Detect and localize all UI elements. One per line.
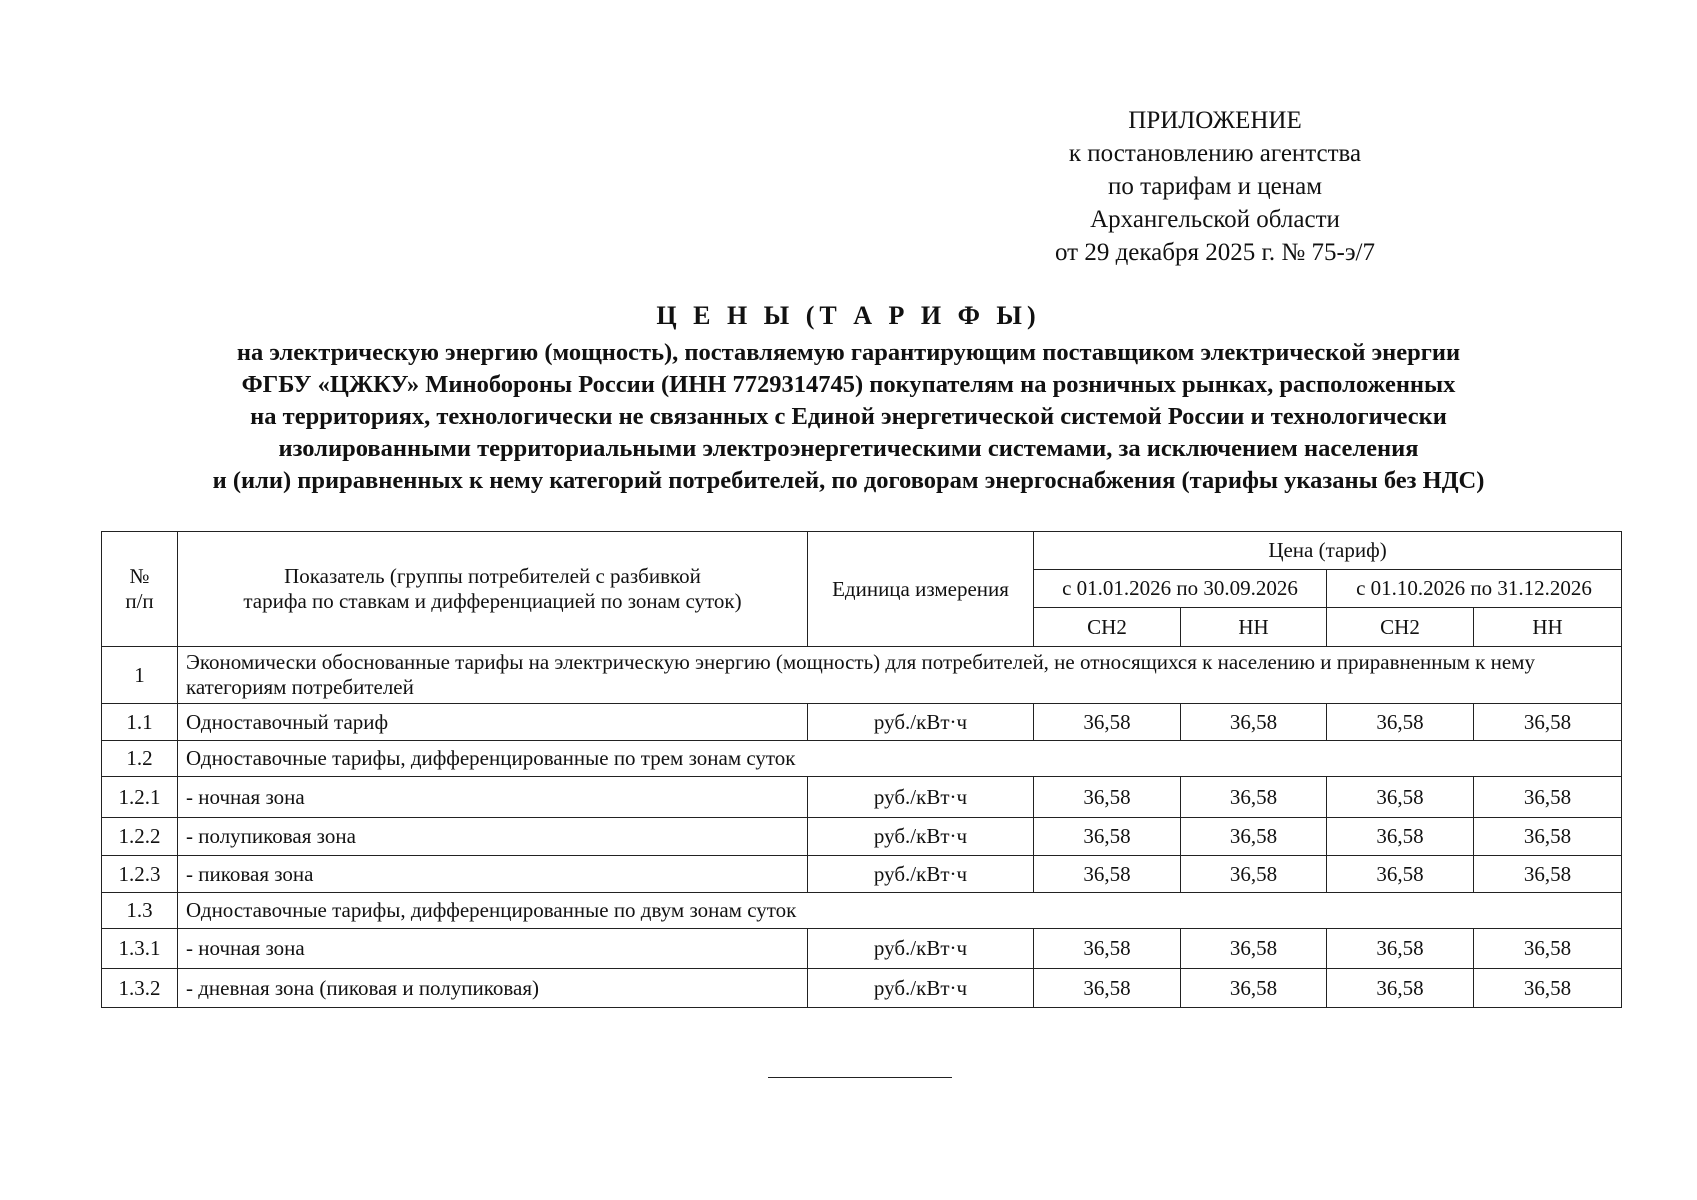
table-row xyxy=(102,704,1622,741)
row-value: 36,58 xyxy=(1327,929,1474,969)
row-num: 1.2 xyxy=(102,741,178,777)
table-row xyxy=(102,856,1622,893)
header-period-2: с 01.10.2026 по 31.12.2026 xyxy=(1327,570,1622,608)
row-value: 36,58 xyxy=(1034,704,1181,741)
header-price-cell: Цена (тариф) xyxy=(1034,532,1622,570)
row-num: 1.1 xyxy=(102,704,178,741)
row-num: 1.2.2 xyxy=(102,818,178,856)
row-value: 36,58 xyxy=(1474,856,1622,893)
header-num-line: № xyxy=(129,564,150,588)
row-value: 36,58 xyxy=(1181,856,1327,893)
header-level-cell: НН xyxy=(1181,608,1327,647)
end-of-document-rule xyxy=(768,1077,952,1078)
header-level-cell: СН2 xyxy=(1034,608,1181,647)
row-value: 36,58 xyxy=(1327,856,1474,893)
appendix-line: к постановлению агентства xyxy=(1068,140,1362,167)
row-value: 36,58 xyxy=(1181,818,1327,856)
row-name: Одноставочный тариф xyxy=(178,704,808,741)
row-unit: руб./кВт·ч xyxy=(808,818,1034,856)
row-value: 36,58 xyxy=(1474,818,1622,856)
row-value: 36,58 xyxy=(1181,929,1327,969)
table-row xyxy=(102,969,1622,1008)
table-row xyxy=(102,818,1622,856)
row-value: 36,58 xyxy=(1181,969,1327,1008)
row-name: - дневная зона (пиковая и полупиковая) xyxy=(178,969,808,1008)
row-value: 36,58 xyxy=(1474,704,1622,741)
header-indicator-line: тарифа по ставкам и дифференциацией по зонам суток) xyxy=(243,589,742,613)
row-value: 36,58 xyxy=(1327,704,1474,741)
row-num: 1.3.2 xyxy=(102,969,178,1008)
row-name: - ночная зона xyxy=(178,777,808,818)
document-title: Ц Е Н Ы (Т А Р И Ф Ы) xyxy=(656,301,1041,330)
row-value: 36,58 xyxy=(1474,777,1622,818)
subtitle-line: на электрическую энергию (мощность), поставляемую гарантирующим поставщиком электрической энергии xyxy=(236,339,1461,366)
subtitle-line: на территориях, технологически не связанных с Единой энергетической системой России и технологически xyxy=(250,403,1447,430)
row-name: - ночная зона xyxy=(178,929,808,969)
row-unit: руб./кВт·ч xyxy=(808,969,1034,1008)
document-subtitle xyxy=(100,337,1597,497)
header-indicator-cell xyxy=(178,532,808,647)
row-num: 1.3.1 xyxy=(102,929,178,969)
row-unit: руб./кВт·ч xyxy=(808,929,1034,969)
appendix-line: от 29 декабря 2025 г. № 75-э/7 xyxy=(1054,239,1376,266)
row-value: 36,58 xyxy=(1327,777,1474,818)
appendix-line: Архангельской области xyxy=(1090,206,1340,233)
header-level-cell: НН xyxy=(1474,608,1622,647)
tariff-table xyxy=(101,531,1622,1008)
subtitle-line: изолированными территориальными электроэнергетическими системами, за исключением населения xyxy=(278,435,1419,462)
row-value: 36,58 xyxy=(1474,969,1622,1008)
appendix-line: по тарифам и ценам xyxy=(1107,173,1323,200)
table-row xyxy=(102,647,1622,704)
header-num-cell xyxy=(102,532,178,647)
row-section-name: Одноставочные тарифы, дифференцированные по двум зонам суток xyxy=(178,893,1622,929)
subtitle-line: ФГБУ «ЦЖКУ» Минобороны России (ИНН 7729314745) покупателям на розничных рынках, расположенных xyxy=(241,371,1456,398)
header-row-1 xyxy=(102,532,1622,570)
row-unit: руб./кВт·ч xyxy=(808,856,1034,893)
row-value: 36,58 xyxy=(1034,969,1181,1008)
row-value: 36,58 xyxy=(1034,818,1181,856)
row-num: 1.3 xyxy=(102,893,178,929)
row-name: - пиковая зона xyxy=(178,856,808,893)
row-value: 36,58 xyxy=(1034,856,1181,893)
row-name: - полупиковая зона xyxy=(178,818,808,856)
subtitle-line: и (или) приравненных к нему категорий потребителей, по договорам энергоснабжения (тарифы указаны без НДС) xyxy=(212,467,1485,494)
row-section-name: Одноставочные тарифы, дифференцированные по трем зонам суток xyxy=(178,741,1622,777)
row-value: 36,58 xyxy=(1181,704,1327,741)
header-level-cell: СН2 xyxy=(1327,608,1474,647)
table-row xyxy=(102,741,1622,777)
table-row xyxy=(102,929,1622,969)
row-value: 36,58 xyxy=(1474,929,1622,969)
header-period-1: с 01.01.2026 по 30.09.2026 xyxy=(1034,570,1327,608)
header-indicator-line: Показатель (группы потребителей с разбивкой xyxy=(284,564,701,588)
row-value: 36,58 xyxy=(1034,777,1181,818)
row-value: 36,58 xyxy=(1327,818,1474,856)
row-value: 36,58 xyxy=(1181,777,1327,818)
row-num: 1.2.3 xyxy=(102,856,178,893)
table-row xyxy=(102,893,1622,929)
table-row xyxy=(102,777,1622,818)
header-num-line: п/п xyxy=(125,589,154,613)
row-num: 1.2.1 xyxy=(102,777,178,818)
header-unit-cell: Единица измерения xyxy=(808,532,1034,647)
row-section-name: Экономически обоснованные тарифы на электрическую энергию (мощность) для потребителей, не относящихся к населению и приравненным к нему категориям потребителей xyxy=(178,647,1622,704)
row-num: 1 xyxy=(102,647,178,704)
row-unit: руб./кВт·ч xyxy=(808,777,1034,818)
row-value: 36,58 xyxy=(1327,969,1474,1008)
appendix-line: ПРИЛОЖЕНИЕ xyxy=(1128,107,1302,134)
row-unit: руб./кВт·ч xyxy=(808,704,1034,741)
appendix-block xyxy=(1030,104,1400,269)
row-value: 36,58 xyxy=(1034,929,1181,969)
